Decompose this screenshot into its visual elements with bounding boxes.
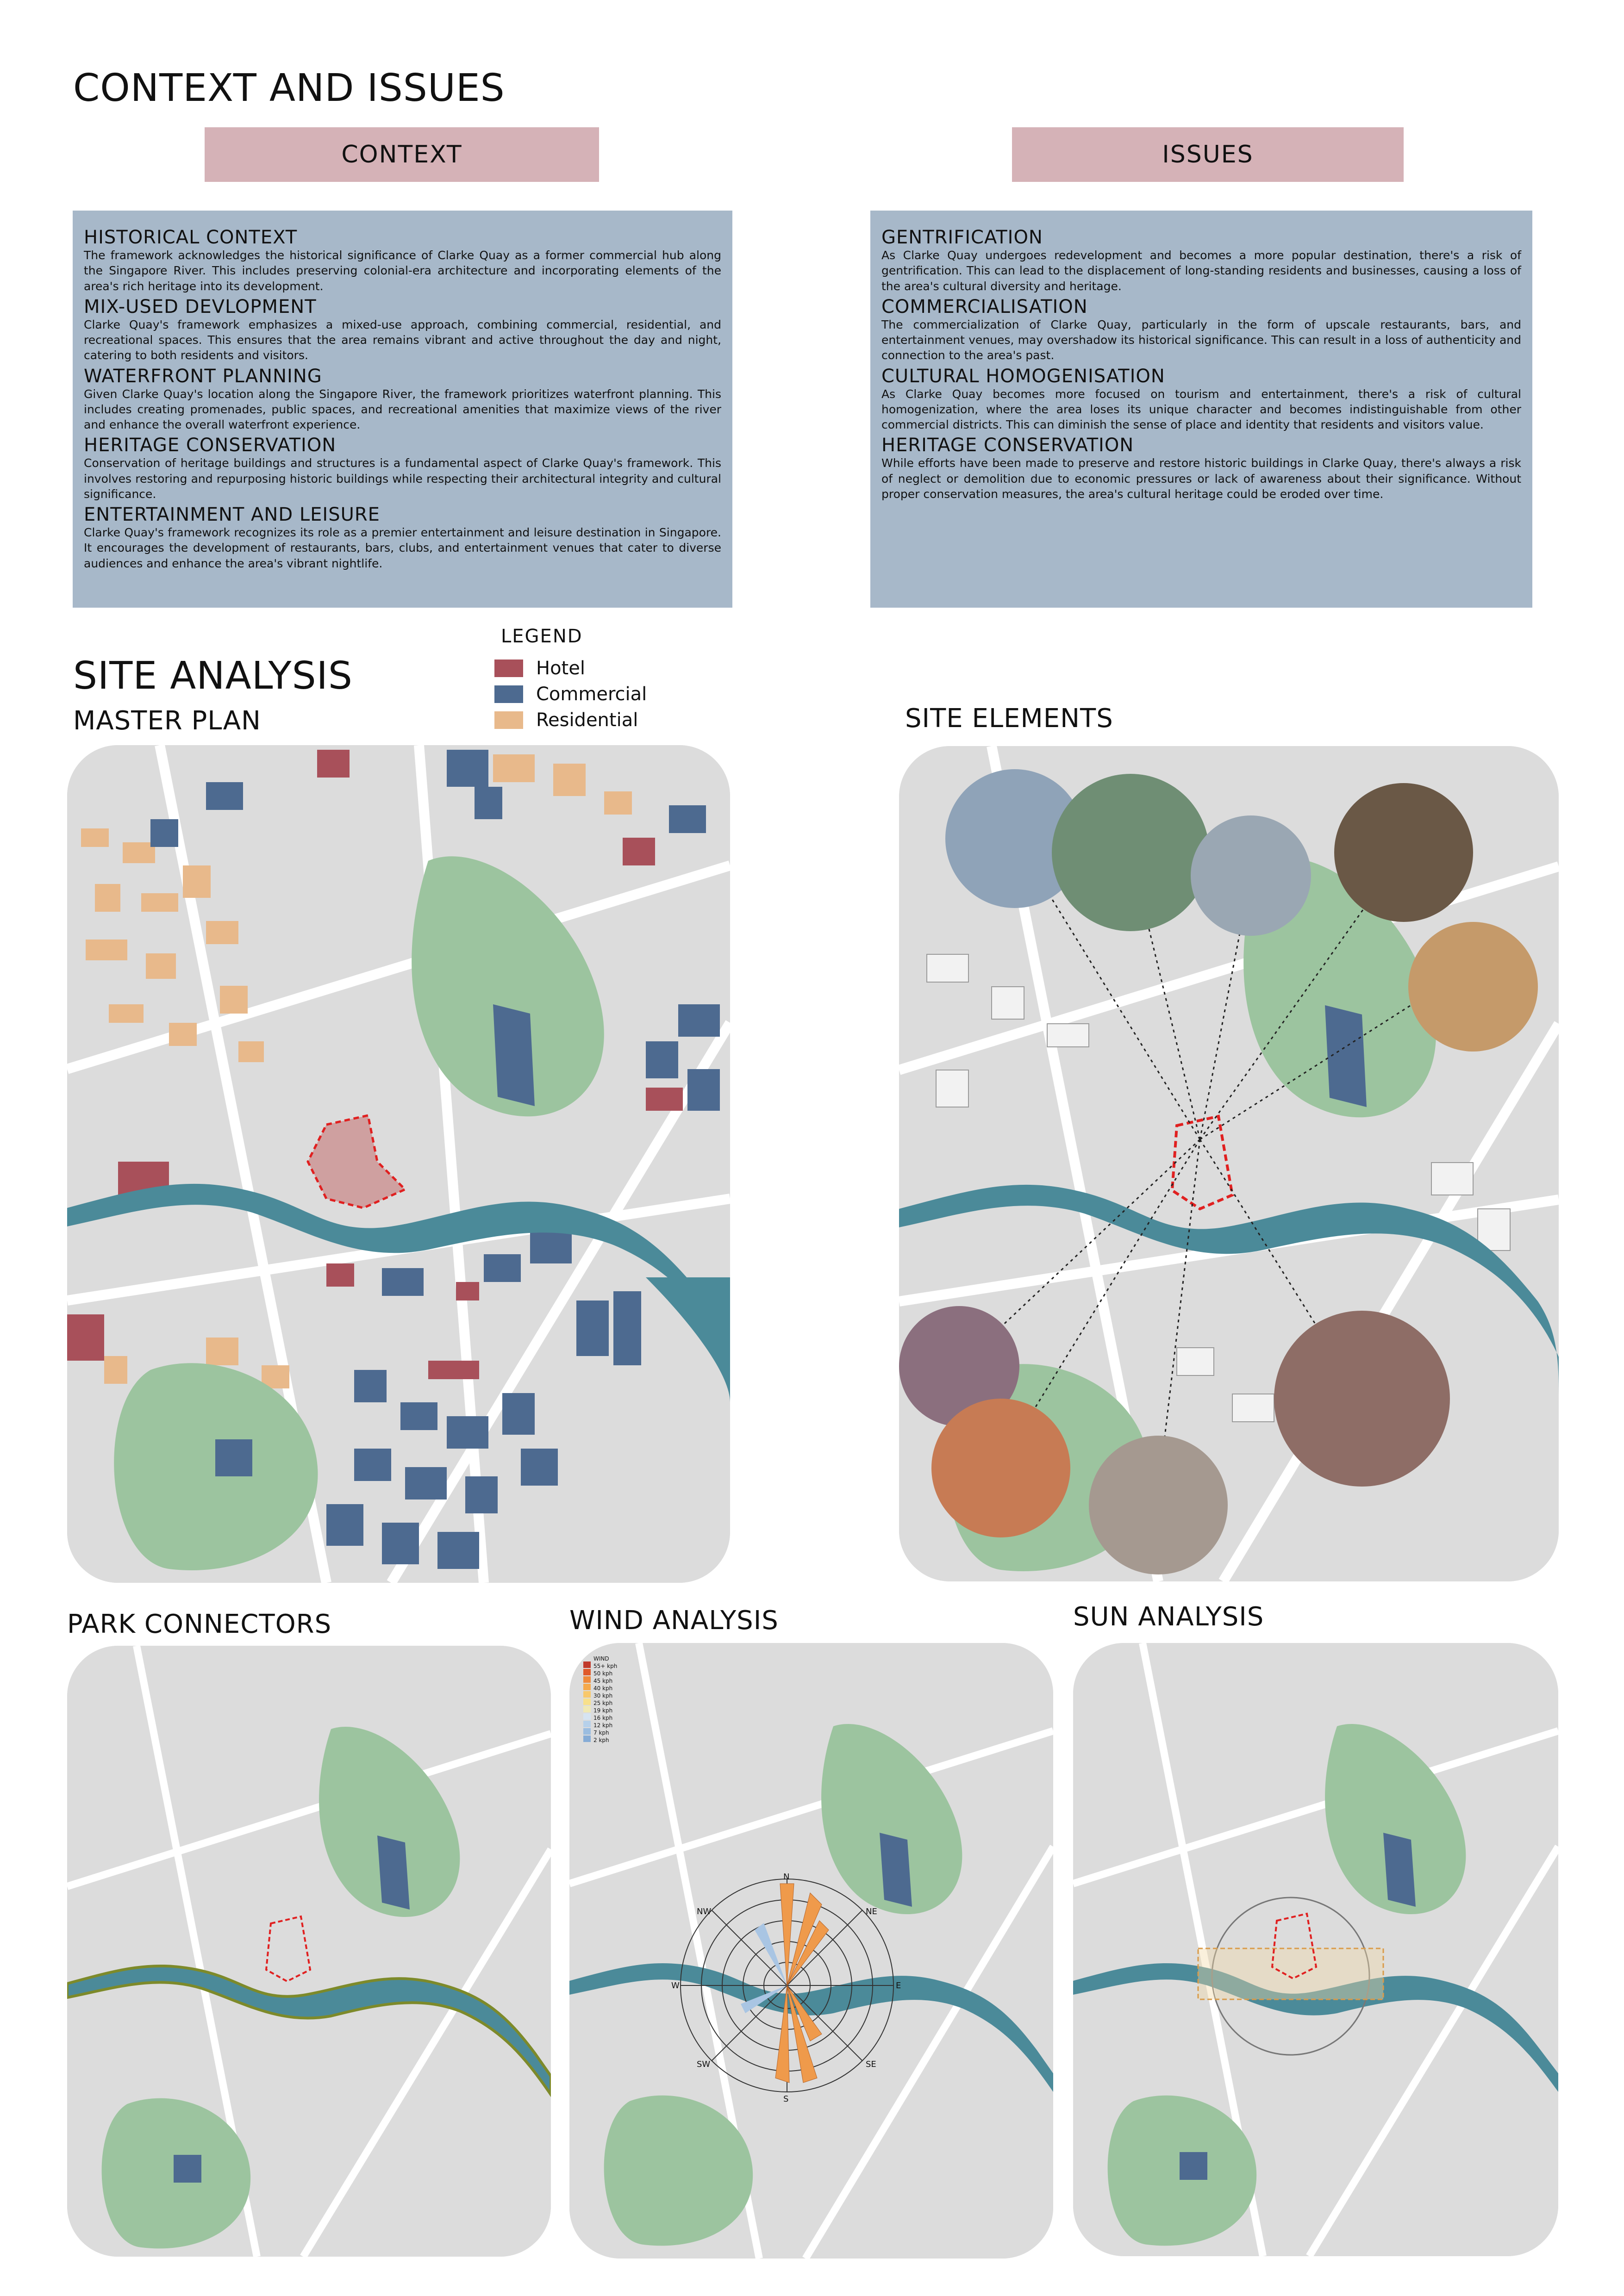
wind-legend-header: WIND bbox=[593, 1655, 609, 1662]
context-section-3 bbox=[84, 366, 721, 433]
issues-text: As Clarke Quay becomes more focused on tourism and entertainment, there's a risk of cultural homogenization, where the area loses its unique character and becomes indistinguishable from other commercial districts. This can diminish the sense of place and identity that residents and visitors value. bbox=[881, 387, 1521, 431]
context-text: Conservation of heritage buildings and structures is a fundamental aspect of Clarke Quay's framework. This involves restoring and repurposing historic buildings while respecting their architectural integrity and cultural significance. bbox=[84, 456, 721, 501]
wind-speed-label: 45 kph bbox=[593, 1678, 613, 1684]
context-heading: WATERFRONT PLANNING bbox=[84, 365, 322, 387]
issues-panel bbox=[870, 211, 1532, 608]
issues-text: The commercialization of Clarke Quay, particularly in the form of upscale restaurants, bars, and entertainment venues, may overshadow its historical significance. This can result in a loss of authenticity and connection to the area's past. bbox=[881, 317, 1521, 362]
issues-heading: CULTURAL HOMOGENISATION bbox=[881, 365, 1165, 387]
park-connectors-map bbox=[67, 1646, 551, 2257]
wind-analysis-map bbox=[569, 1643, 1053, 2259]
context-heading: ENTERTAINMENT AND LEISURE bbox=[84, 504, 380, 525]
issues-heading: HERITAGE CONSERVATION bbox=[881, 435, 1134, 456]
wind-dir-w: W bbox=[671, 1981, 680, 1991]
context-heading: HISTORICAL CONTEXT bbox=[84, 227, 298, 248]
wind-dir-nw: NW bbox=[697, 1907, 712, 1916]
wind-speed-legend bbox=[593, 1655, 617, 1744]
wind-dir-n: N bbox=[783, 1872, 790, 1882]
wind-speed-label: 40 kph bbox=[593, 1685, 613, 1692]
issues-heading: GENTRIFICATION bbox=[881, 227, 1043, 248]
context-text: Clarke Quay's framework recognizes its role as a premier entertainment and leisure destination in Singapore. It encourages the development of restaurants, bars, clubs, and entertainment venues that cater to diverse audiences and enhance the area's vibrant nightlife. bbox=[84, 526, 721, 570]
legend-item-residential bbox=[494, 707, 647, 733]
legend-label: Residential bbox=[536, 709, 638, 731]
issues-section-3 bbox=[881, 366, 1521, 433]
wind-dir-se: SE bbox=[866, 2060, 876, 2069]
page-title: CONTEXT AND ISSUES bbox=[73, 66, 505, 110]
residential-swatch bbox=[494, 711, 523, 729]
context-panel bbox=[73, 211, 732, 608]
wind-speed-label: 16 kph bbox=[593, 1715, 613, 1721]
issues-text: As Clarke Quay undergoes redevelopment and becomes a more popular destination, there's a risk of gentrification. This can lead to the displacement of long-standing residents and businesses, causing a loss of the area's cultural diversity and heritage. bbox=[881, 249, 1521, 293]
issues-text: While efforts have been made to preserve and restore historic buildings in Clarke Quay, there's always a risk of neglect or demolition due to economic pressures or lack of awareness about their significance. Without proper conservation measures, the area's cultural heritage could be eroded over time. bbox=[881, 456, 1521, 501]
context-section-4 bbox=[84, 435, 721, 502]
wind-speed-label: 50 kph bbox=[593, 1670, 613, 1677]
wind-speed-label: 19 kph bbox=[593, 1707, 613, 1714]
context-heading: MIX-USED DEVLOPMENT bbox=[84, 296, 317, 317]
context-text: The framework acknowledges the historical significance of Clarke Quay as a former commercial hub along the Singapore River. This includes preserving colonial-era architecture and incorporating elements of the area's rich heritage into its development. bbox=[84, 249, 721, 293]
hotel-swatch bbox=[494, 660, 523, 677]
context-section-1 bbox=[84, 227, 721, 294]
context-text: Clarke Quay's framework emphasizes a mixed-use approach, combining commercial, residential, and recreational spaces. This ensures that the area remains vibrant and active throughout the day and night, catering to both residents and visitors. bbox=[84, 317, 721, 362]
legend bbox=[494, 626, 647, 733]
issues-section-2 bbox=[881, 297, 1521, 363]
sun-analysis-label: SUN ANALYSIS bbox=[1073, 1602, 1264, 1632]
commercial-swatch bbox=[494, 685, 523, 703]
site-elements-label: SITE ELEMENTS bbox=[905, 703, 1113, 734]
site-elements-map bbox=[899, 746, 1559, 1581]
wind-dir-s: S bbox=[783, 2094, 789, 2104]
legend-label: Commercial bbox=[536, 684, 647, 705]
issues-heading: COMMERCIALISATION bbox=[881, 296, 1088, 317]
wind-analysis-label: WIND ANALYSIS bbox=[569, 1605, 779, 1636]
legend-title: LEGEND bbox=[501, 626, 583, 647]
context-section-5 bbox=[84, 504, 721, 571]
site-analysis-title: SITE ANALYSIS bbox=[73, 654, 353, 698]
legend-item-hotel bbox=[494, 655, 647, 681]
issues-tab: ISSUES bbox=[1012, 127, 1404, 182]
context-section-2 bbox=[84, 297, 721, 363]
wind-dir-sw: SW bbox=[697, 2060, 711, 2069]
master-plan-label: MASTER PLAN bbox=[73, 706, 261, 736]
wind-speed-label: 25 kph bbox=[593, 1700, 613, 1706]
context-text: Given Clarke Quay's location along the Singapore River, the framework prioritizes waterfront planning. This includes creating promenades, public spaces, and recreational amenities that maximize views of the river and enhance the overall waterfront experience. bbox=[84, 387, 721, 431]
legend-label: Hotel bbox=[536, 658, 585, 679]
legend-item-commercial bbox=[494, 681, 647, 707]
wind-speed-label: 7 kph bbox=[593, 1730, 609, 1736]
wind-speed-label: 2 kph bbox=[593, 1737, 609, 1743]
wind-speed-label: 30 kph bbox=[593, 1692, 613, 1699]
wind-dir-e: E bbox=[896, 1981, 901, 1991]
issues-section-1 bbox=[881, 227, 1521, 294]
park-connectors-label: PARK CONNECTORS bbox=[67, 1609, 332, 1639]
sun-analysis-map bbox=[1073, 1643, 1558, 2256]
wind-dir-ne: NE bbox=[866, 1907, 877, 1916]
wind-speed-label: 12 kph bbox=[593, 1722, 613, 1729]
context-heading: HERITAGE CONSERVATION bbox=[84, 435, 337, 456]
issues-section-4 bbox=[881, 435, 1521, 502]
master-plan-map bbox=[67, 745, 730, 1583]
wind-speed-label: 55+ kph bbox=[593, 1663, 618, 1669]
context-tab: CONTEXT bbox=[205, 127, 599, 182]
